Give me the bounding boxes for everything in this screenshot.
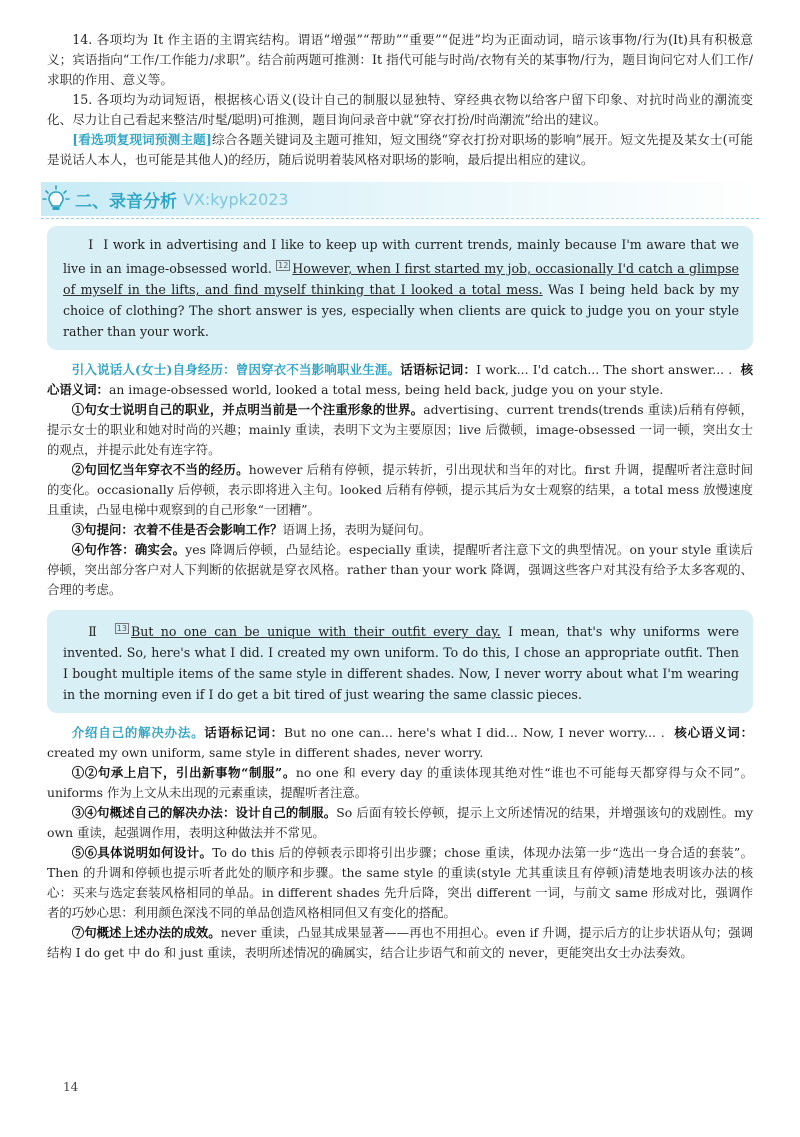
question-marker: 13 <box>116 624 127 634</box>
sentence-heading: ③句提问：衣着不佳是否会影响工作？ <box>71 522 283 538</box>
sentence-body: To do this 后的停顿表示即将引出步骤；chose 重读，体现办法第一步“选出一身合适的套装”。Then 的升调和停顿也提示听者此处的顺序和步骤。the same style 的重读(style 尤其重读且有停顿)清楚地表明该办法的核心：买来与选定套装风格相同的单品。in different shades 先升后降，突出 different 一词，与前文 same 形成对比，强调作者的巧妙心思：利用颜色深浅不同的单品创造风格相同但又有变化的搭配。 <box>47 845 754 921</box>
section-title: 二、录音分析 <box>75 191 177 212</box>
marker-label: 话语标记词： <box>400 362 477 378</box>
theme-tag: [看选项复现词预测主题] <box>72 132 212 147</box>
transcript-box-2 <box>47 610 753 713</box>
sentence-body: no one 和 every day 的重读体现其绝对性“谁也不可能每天都穿得与众不同”。uniforms 作为上文从未出现的元素重读，提醒听者注意。 <box>47 765 753 801</box>
theme-prediction <box>47 130 753 170</box>
lightbulb-icon <box>41 184 71 214</box>
sentence-heading: ⑤⑥具体说明如何设计。 <box>71 845 213 861</box>
question-marker: 12 <box>278 261 289 270</box>
sentence-body: never 重读，凸显其成果显著——再也不用担心。even if 升调，提示后方的让步状语从句；强调结构 I do get 中 do 和 just 重读，表明所述情况的确属实，结合让步语气和前文的 never，更能突出女士办法奏效。 <box>47 925 753 961</box>
transcript-paragraph-1 <box>63 234 739 342</box>
banner-divider <box>41 218 759 219</box>
marker-label: 话语标记词： <box>204 725 284 741</box>
transcript-paragraph-2 <box>63 618 739 705</box>
sentence-body: advertising、current trends(trends 重读)后稍有停顿，提示女士的职业和她对时尚的兴趣；mainly 重读，表明下文为主要原因；live 后微顿，image-obsessed 一词一顿，突出女士的观点，并提示此处有连字符。 <box>47 402 753 458</box>
sentence-heading: ④句作答：确实会。 <box>71 542 186 558</box>
sentence-heading: ②句回忆当年穿衣不当的经历。 <box>71 462 249 478</box>
page-body <box>47 30 753 963</box>
transcript-tail: Was I being held back by my choice of clothing? The short answer is yes, especially when clients are quick to judge you on your style rather than your work. <box>63 282 740 340</box>
key-sentence: But no one can be unique with their outfit every day. <box>130 624 501 640</box>
analysis-section-1 <box>47 360 753 600</box>
sentence-heading: ①②句承上启下，引出新事物“制服”。 <box>71 765 296 781</box>
roman-numeral: Ⅰ <box>88 237 94 252</box>
watermark: VX:kypk2023 <box>183 189 289 209</box>
marker-text: I work... I'd catch... The short answer... . <box>476 362 733 378</box>
transcript-box-1 <box>47 226 753 350</box>
roman-numeral: Ⅱ <box>88 624 101 640</box>
sentence-body: yes 降调后停顿，凸显结论。especially 重读，提醒听者注意下文的典型情况。on your style 重读后停顿，突出部分客户对人下判断的依据就是穿衣风格。rather than your work 降调，强调这些客户对其没有给予太多客观的、合理的考虑。 <box>47 542 754 598</box>
sentence-body: 语调上扬，表明为疑问句。 <box>282 522 432 538</box>
page-number: 14 <box>63 1080 79 1094</box>
core-text: created my own uniform, same style in different shades, never worry. <box>47 745 484 761</box>
transcript-tail: I mean, that's why uniforms were invented. So, here's what I did. I created my own uniform. To do this, I chose an appropriate outfit. Then I bought multiple items of the same style in different shades. Now, I never worry about what I'm wearing in the morning even if I do get a bit tired of just wearing the same classic pieces. <box>63 624 739 703</box>
key-sentence: However, when I first started my job, occasionally I'd catch a glimpse of myself in the lifts, and find myself thinking that I looked a total mess. <box>63 261 739 298</box>
analysis-heading: 介绍自己的解决办法。 <box>71 725 205 741</box>
sentence-heading: ①句女士说明自己的职业，并点明当前是一个注重形象的世界。 <box>71 402 424 418</box>
q15-analysis: 15. 各项均为动词短语，根据核心语义(设计自己的制服以显独特、穿经典衣物以给客户留下印象、对抗时尚业的潮流变化、尽力让自己看起来整洁/时髦/聪明)可推测，题目询问录音中就“穿衣打扮/时尚潮流”给出的建议。 <box>47 92 753 127</box>
q14-analysis: 14. 各项均为 It 作主语的主谓宾结构。谓语“增强”“帮助”“重要”“促进”均为正面动词，暗示该事物/行为(It)具有积极意义；宾语指向“工作/工作能力/求职”。结合前两题可推测：It 指代可能与时尚/衣物有关的某事物/行为，题目询问它对人们工作/求职的作用、意义等。 <box>47 32 753 87</box>
sentence-body: however 后稍有停顿，提示转折，引出现状和当年的对比。first 升调，提醒听者注意时间的变化。occasionally 后停顿，表示即将进入主句。looked 后稍有停顿，提示其后为女士观察的结果，a total mess 放慢速度且重读，凸显电梯中观察到的自己形象“一团糟”。 <box>47 462 754 518</box>
core-label: 核心语义词： <box>47 362 753 398</box>
core-text: an image-obsessed world, looked a total mess, being held back, judge you on your style. <box>108 382 664 398</box>
analysis-heading: 引入说话人(女士)自身经历：曾因穿衣不当影响职业生涯。 <box>71 362 401 378</box>
marker-text: But no one can... here's what I did... Now, I never worry... . <box>283 725 665 741</box>
sentence-body: So 后面有较长停顿，提示上文所述情况的结果，并增强该句的戏剧性。my own 重读，起强调作用，表明这种做法并不常见。 <box>47 805 753 841</box>
transcript-lead: I work in advertising and I like to keep up with current trends, mainly because I'm aware that we live in an image-obsessed world. <box>63 237 739 277</box>
analysis-section-2 <box>47 723 753 963</box>
sentence-heading: ③④句概述自己的解决办法：设计自己的制服。 <box>71 805 337 821</box>
theme-text: 综合各题关键词及主题可推知，短文围绕“穿衣打扮对职场的影响”展开。短文先提及某女士(可能是说话人本人，也可能是其他人)的经历，随后说明着装风格对职场的影响，最后提出相应的建议。 <box>47 132 753 167</box>
sentence-heading: ⑦句概述上述办法的成效。 <box>71 925 221 941</box>
core-label: 核心语义词： <box>674 725 754 741</box>
section-banner <box>41 182 759 216</box>
